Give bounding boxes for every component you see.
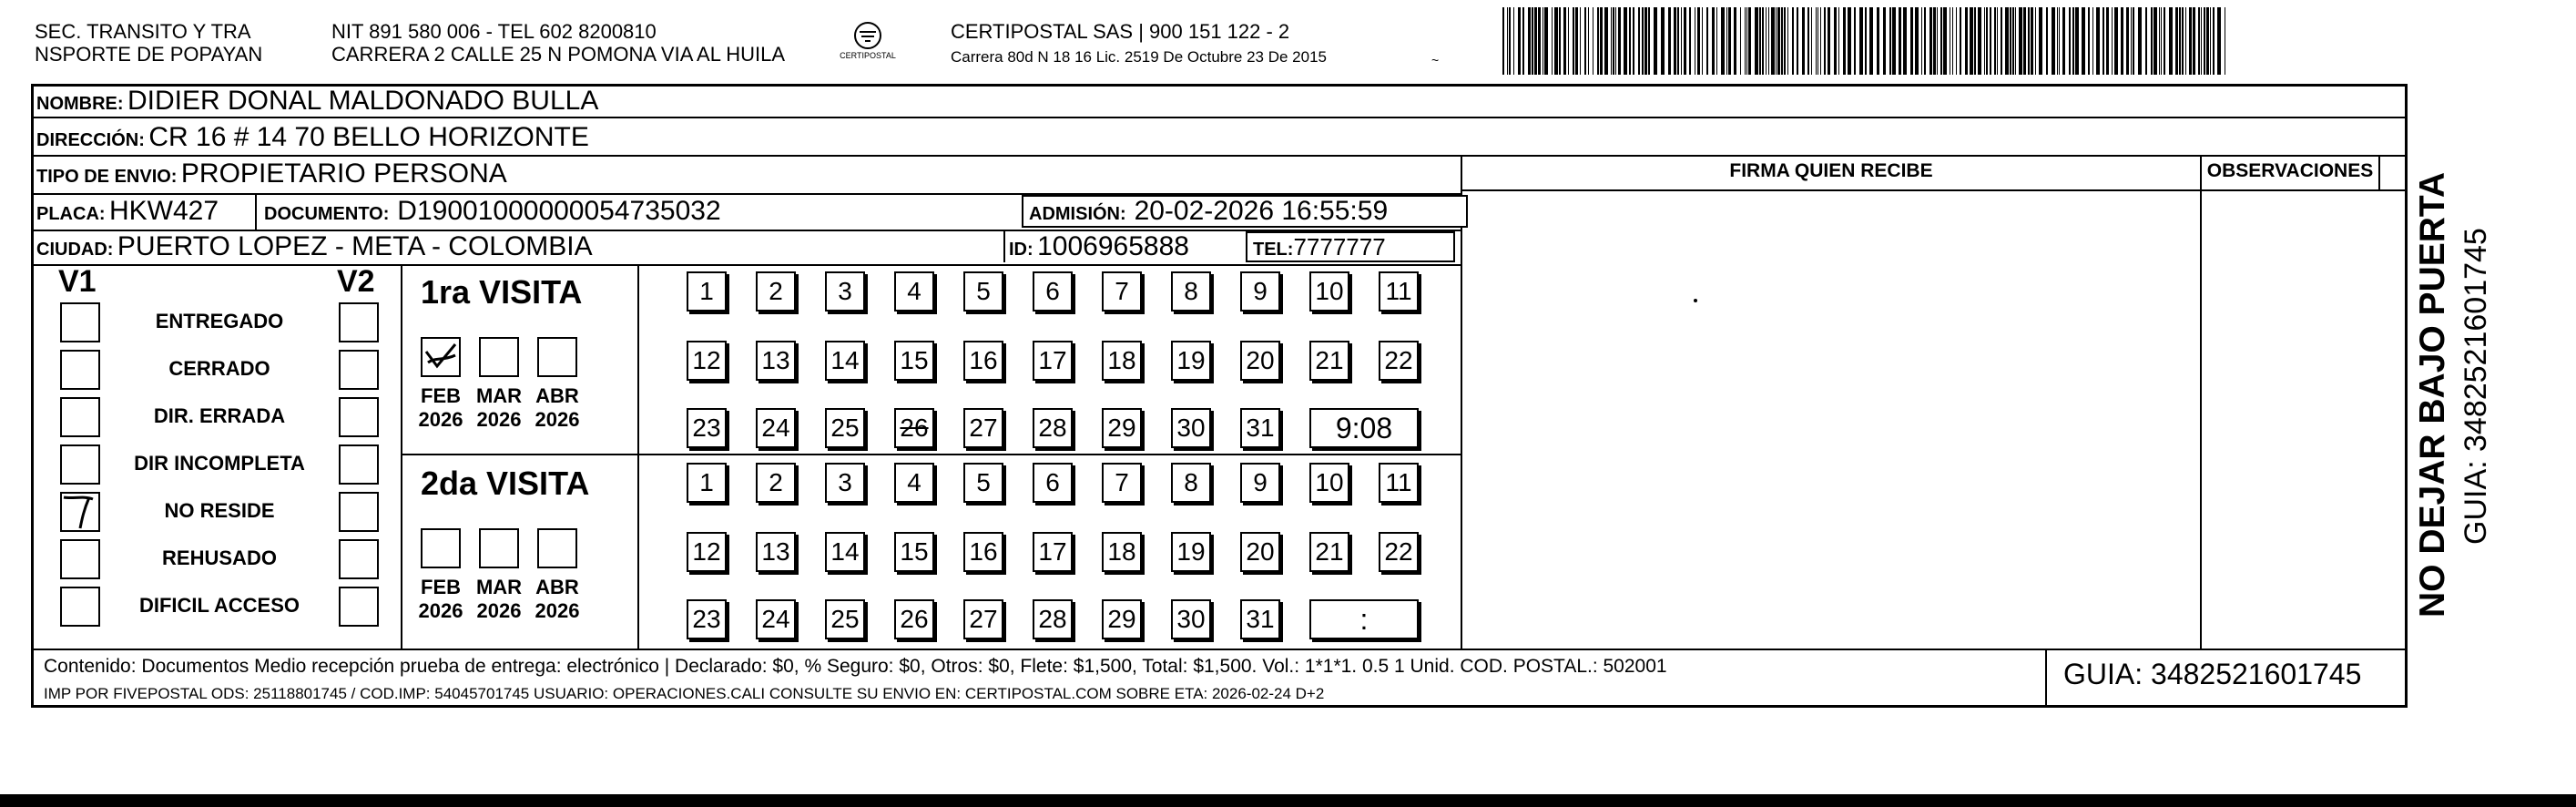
- v1-checkbox[interactable]: [60, 397, 100, 437]
- day-box[interactable]: 22: [1379, 341, 1419, 381]
- day-box[interactable]: 12: [687, 341, 727, 381]
- status-option-label: DIR. ERRADA: [153, 404, 286, 427]
- day-box[interactable]: 6: [1033, 271, 1073, 312]
- agency-name-line2: NSPORTE DE POPAYAN: [35, 43, 263, 66]
- day-box[interactable]: 30: [1171, 408, 1211, 448]
- day-box[interactable]: 20: [1240, 532, 1280, 572]
- day-box[interactable]: 26: [894, 408, 934, 448]
- day-box[interactable]: 8: [1171, 271, 1211, 312]
- observaciones-header: OBSERVACIONES: [2206, 160, 2374, 181]
- documento-field: DOCUMENTO: D19001000000054735032: [264, 196, 721, 226]
- month-label: ABR 2026: [535, 576, 580, 622]
- day-box[interactable]: 18: [1102, 341, 1142, 381]
- day-box[interactable]: 28: [1033, 408, 1073, 448]
- month-checkbox[interactable]: [421, 337, 461, 377]
- day-box[interactable]: 24: [756, 599, 796, 639]
- footer-guia: GUIA: 3482521601745: [2063, 658, 2362, 690]
- day-box[interactable]: 3: [825, 271, 865, 312]
- day-box[interactable]: 18: [1102, 532, 1142, 572]
- day-box[interactable]: 1: [687, 271, 727, 312]
- tel-field: TEL:7777777: [1253, 233, 1386, 260]
- firma-header: FIRMA QUIEN RECIBE: [1729, 160, 1933, 181]
- day-box[interactable]: 19: [1171, 341, 1211, 381]
- day-box[interactable]: 23: [687, 599, 727, 639]
- company-line: CERTIPOSTAL SAS | 900 151 122 - 2: [951, 20, 1290, 43]
- day-box[interactable]: 8: [1171, 463, 1211, 503]
- placa-field: PLACA: HKW427: [36, 196, 219, 226]
- day-box[interactable]: 4: [894, 271, 934, 312]
- day-box[interactable]: 17: [1033, 532, 1073, 572]
- month-label: FEB 2026: [418, 576, 463, 622]
- day-box[interactable]: 26: [894, 599, 934, 639]
- id-field: ID: 1006965888: [1009, 231, 1189, 261]
- day-box[interactable]: 14: [825, 532, 865, 572]
- day-box[interactable]: 10: [1309, 271, 1349, 312]
- day-box[interactable]: 7: [1102, 271, 1142, 312]
- tipo-envio-field: TIPO DE ENVIO: PROPIETARIO PERSONA: [36, 158, 507, 189]
- barcode: [1502, 7, 2226, 75]
- day-box[interactable]: 17: [1033, 341, 1073, 381]
- day-box[interactable]: 2: [756, 463, 796, 503]
- day-box[interactable]: 25: [825, 408, 865, 448]
- day-box[interactable]: 29: [1102, 599, 1142, 639]
- status-option-label: DIR INCOMPLETA: [134, 452, 305, 475]
- side-guia: GUIA: 3482521601745: [2459, 228, 2493, 545]
- day-box[interactable]: 11: [1379, 463, 1419, 503]
- day-box[interactable]: 28: [1033, 599, 1073, 639]
- nombre-field: NOMBRE: DIDIER DONAL MALDONADO BULLA: [36, 86, 599, 116]
- v2-checkbox[interactable]: [339, 587, 379, 627]
- day-box[interactable]: 31: [1240, 599, 1280, 639]
- v1-checkbox[interactable]: [60, 492, 100, 532]
- day-box[interactable]: 27: [963, 599, 1003, 639]
- day-box[interactable]: 5: [963, 271, 1003, 312]
- v1-checkbox[interactable]: [60, 587, 100, 627]
- side-warning: NO DEJAR BAJO PUERTA: [2413, 171, 2452, 618]
- day-box[interactable]: 23: [687, 408, 727, 448]
- day-box[interactable]: 15: [894, 341, 934, 381]
- status-option-label: CERRADO: [168, 357, 270, 380]
- month-checkbox[interactable]: [479, 528, 519, 568]
- v2-header: V2: [337, 264, 375, 299]
- day-box[interactable]: 22: [1379, 532, 1419, 572]
- v1-header: V1: [58, 264, 97, 299]
- day-box[interactable]: 30: [1171, 599, 1211, 639]
- month-label: ABR 2026: [535, 384, 580, 431]
- ciudad-field: CIUDAD: PUERTO LOPEZ - META - COLOMBIA: [36, 231, 593, 261]
- day-box[interactable]: 21: [1309, 341, 1349, 381]
- day-box[interactable]: 25: [825, 599, 865, 639]
- month-label: MAR 2026: [475, 384, 523, 431]
- day-box[interactable]: 1: [687, 463, 727, 503]
- day-box[interactable]: 19: [1171, 532, 1211, 572]
- day-box[interactable]: 29: [1102, 408, 1142, 448]
- direccion-field: DIRECCIÓN: CR 16 # 14 70 BELLO HORIZONTE: [36, 122, 589, 152]
- v1-checkbox[interactable]: [60, 539, 100, 579]
- day-box[interactable]: 31: [1240, 408, 1280, 448]
- visit-title: 2da VISITA: [421, 465, 590, 502]
- v1-checkbox[interactable]: [60, 444, 100, 485]
- nit-line: NIT 891 580 006 - TEL 602 8200810: [331, 20, 657, 43]
- month-checkbox[interactable]: [479, 337, 519, 377]
- agency-name-line1: SEC. TRANSITO Y TRA: [35, 20, 251, 43]
- month-checkbox[interactable]: [537, 528, 577, 568]
- time-box[interactable]: 9:08: [1309, 408, 1419, 448]
- v2-checkbox[interactable]: [339, 444, 379, 485]
- day-box[interactable]: 10: [1309, 463, 1349, 503]
- bottom-edge: [0, 794, 2576, 807]
- day-box[interactable]: 14: [825, 341, 865, 381]
- day-box[interactable]: 16: [963, 341, 1003, 381]
- day-box[interactable]: 20: [1240, 341, 1280, 381]
- footer-content-line: Contenido: Documentos Medio recepción prueba de entrega: electrónico | Declarado: $0, % Seguro: $0, Otros: $0, Flete: $1,500, Total: $1,500. Vol.: 1*1*1. 0.5 1 Unid. COD. POSTAL.: 502001: [44, 656, 1667, 677]
- status-option-label: ENTREGADO: [155, 310, 284, 332]
- day-box[interactable]: 16: [963, 532, 1003, 572]
- day-box[interactable]: 6: [1033, 463, 1073, 503]
- day-box[interactable]: 21: [1309, 532, 1349, 572]
- day-box[interactable]: 2: [756, 271, 796, 312]
- admision-field: ADMISIÓN: 20-02-2026 16:55:59: [1029, 196, 1389, 226]
- day-box[interactable]: 3: [825, 463, 865, 503]
- v2-checkbox[interactable]: [339, 350, 379, 390]
- signature-dot: [1694, 299, 1697, 302]
- day-box[interactable]: 15: [894, 532, 934, 572]
- day-box[interactable]: 9: [1240, 463, 1280, 503]
- month-label: MAR 2026: [475, 576, 523, 622]
- status-option-label: REHUSADO: [162, 547, 277, 569]
- day-box[interactable]: 12: [687, 532, 727, 572]
- v2-checkbox[interactable]: [339, 397, 379, 437]
- footer-imp-line: IMP POR FIVEPOSTAL ODS: 25118801745 / COD.IMP: 54045701745 USUARIO: OPERACIONES.CALI CONSULTE SU ENVIO EN: CERTIPOSTAL.COM SOBRE ETA: 2026-02-24 D+2: [44, 685, 1325, 702]
- day-box[interactable]: 4: [894, 463, 934, 503]
- day-box[interactable]: 9: [1240, 271, 1280, 312]
- status-option-label: DIFICIL ACCESO: [138, 594, 300, 617]
- v2-checkbox[interactable]: [339, 539, 379, 579]
- company-logo: CERTIPOSTAL: [838, 20, 898, 67]
- day-box[interactable]: 5: [963, 463, 1003, 503]
- mark-dash: ~: [1431, 53, 1440, 67]
- status-option-label: NO RESIDE: [164, 499, 275, 522]
- v2-checkbox[interactable]: [339, 302, 379, 342]
- day-box[interactable]: 7: [1102, 463, 1142, 503]
- v1-checkbox[interactable]: [60, 350, 100, 390]
- day-box[interactable]: 27: [963, 408, 1003, 448]
- license-line: Carrera 80d N 18 16 Lic. 2519 De Octubre 23 De 2015: [951, 48, 1327, 66]
- day-box[interactable]: 11: [1379, 271, 1419, 312]
- day-box[interactable]: 24: [756, 408, 796, 448]
- day-box[interactable]: 13: [756, 532, 796, 572]
- month-label: FEB 2026: [418, 384, 463, 431]
- time-box[interactable]: :: [1309, 599, 1419, 639]
- day-box[interactable]: 13: [756, 341, 796, 381]
- address-line: CARRERA 2 CALLE 25 N POMONA VIA AL HUILA: [331, 43, 786, 66]
- v2-checkbox[interactable]: [339, 492, 379, 532]
- visit-title: 1ra VISITA: [421, 273, 583, 311]
- month-checkbox[interactable]: [537, 337, 577, 377]
- v1-checkbox[interactable]: [60, 302, 100, 342]
- month-checkbox[interactable]: [421, 528, 461, 568]
